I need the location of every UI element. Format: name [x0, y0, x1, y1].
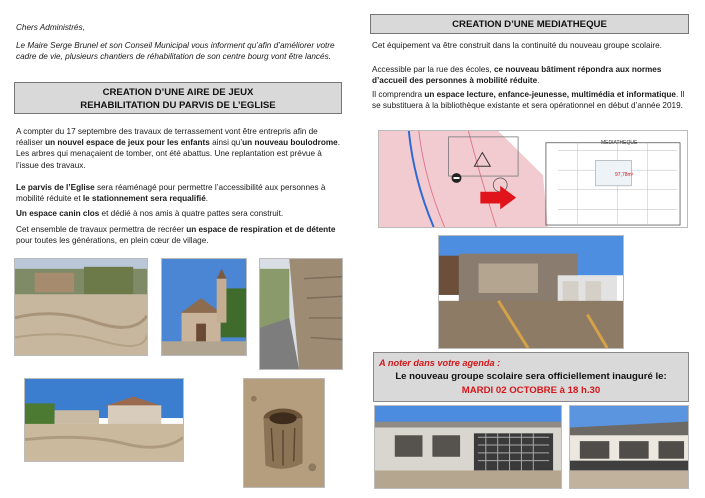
p3-a: Un espace canin clos [16, 209, 100, 218]
r-p2-c: . [537, 76, 540, 86]
r-p2-a: Accessible par la rue des écoles, [372, 65, 494, 74]
p1-d: un nouveau boulodrome [242, 138, 338, 148]
greeting: Chers Administrés, [16, 23, 85, 32]
heading-mediatheque: CREATION D’UNE MEDIATHEQUE [370, 14, 689, 34]
photo-ecole-facade [374, 405, 562, 489]
agenda-text: Le nouveau groupe scolaire sera officiellement inauguré le: [395, 371, 667, 382]
agenda-box [373, 352, 689, 402]
map-label-area: 97,78m² [615, 172, 634, 178]
heading-aire-line2: REHABILITATION DU PARVIS DE L’EGLISE [80, 100, 276, 111]
paragraph-continuite: Cet équipement va être construit dans la continuité du nouveau groupe scolaire. [372, 41, 662, 50]
r-p3-c: . Il se substituera à la bibliothèque existante et sera opérationnel en début d’année 2019. [372, 90, 685, 111]
photo-eglise [161, 258, 247, 356]
paragraph-respiration [16, 224, 341, 246]
paragraph-terrassement [16, 126, 341, 171]
plan-mediatheque [378, 130, 688, 228]
photo-terrain-terrassement [14, 258, 148, 356]
photo-ecole-preau [569, 405, 689, 489]
agenda-title: A noter dans votre agenda : [379, 358, 501, 368]
photo-maisons-chantier [24, 378, 184, 462]
p4-b: un espace de respiration et de détente [186, 225, 336, 234]
heading-aire-de-jeux [14, 82, 342, 114]
r-p3-a: Il comprendra [372, 90, 425, 99]
p4-a: Cet ensemble de travaux permettra de recréer [16, 225, 187, 234]
paragraph-accessible [372, 64, 690, 86]
p1-a: A compter du 17 septembre des travaux de terrassement vont être entrepris afin de réaliser [16, 127, 318, 148]
photo-souche-arbre [243, 378, 325, 488]
r-p2-b: ce nouveau bâtiment répondra aux normes d’accueil des personnes à mobilité réduite [372, 65, 662, 86]
r-p3-b: un espace lecture, enfance-jeunesse, multimédia et informatique [424, 90, 676, 99]
p1-c: ainsi qu’ [209, 138, 243, 148]
p3-b: et dédié à nos amis à quatre pattes sera construit. [99, 209, 284, 218]
paragraph-espace-lecture [372, 89, 690, 111]
photo-chantier-ecole [438, 235, 624, 349]
p4-c: pour toutes les générations, en plein cœur de village. [16, 236, 209, 246]
agenda-date: MARDI 02 OCTOBRE à 18 h.30 [461, 385, 601, 396]
p2-c: le stationnement sera requalifié [82, 194, 206, 204]
map-label-mediatheque: MEDIATHEQUE [601, 140, 638, 146]
p2-a: Le parvis de l’Eglise [16, 183, 95, 192]
heading-aire-line1: CREATION D’UNE AIRE DE JEUX [102, 87, 254, 98]
p1-e: . Les arbres qui menaçaient de tomber, ont été abattus. Une replantation est prévue à l’issue des travaux. [16, 138, 340, 170]
p2-d: . [205, 194, 209, 204]
p2-b: sera réaménagé pour permettre l’accessibilité aux personnes à mobilité réduite et [16, 183, 326, 204]
paragraph-parvis [16, 182, 341, 204]
p1-b: un nouvel espace de jeux pour les enfants [45, 138, 210, 148]
paragraph-espace-canin [16, 208, 341, 219]
photo-ruelle-mur [259, 258, 343, 370]
intro-paragraph: Le Maire Serge Brunel et son Conseil Municipal vous informent qu’afin d’améliorer votre cadre de vie, plusieurs chantiers de réhabilitation de son centre bourg vont être lancés. [16, 41, 335, 62]
